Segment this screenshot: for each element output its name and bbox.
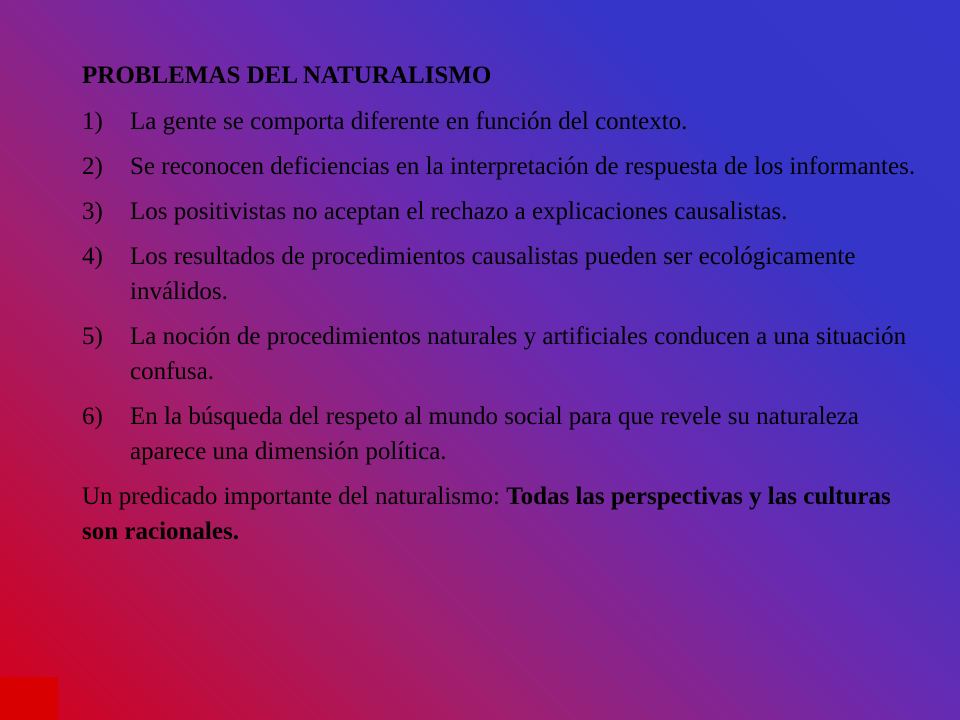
list-item [82,104,922,139]
list-item [82,239,922,309]
list-item-text: Se reconocen deficiencias en la interpretación de respuesta de los informantes. [130,153,916,180]
list-item-number: 4) [82,243,103,270]
list-item [82,149,922,184]
list-item-text: Los positivistas no aceptan el rechazo a explicaciones causalistas. [130,198,788,225]
list-item-number: 6) [82,403,103,430]
list-item-text: Los resultados de procedimientos causalistas pueden ser ecológicamente inválidos. [130,243,856,305]
list-item [82,399,922,469]
list-item-number: 2) [82,153,103,180]
footer-prefix: Un predicado importante del naturalismo: [82,483,507,510]
slide-title: PROBLEMAS DEL NATURALISMO [82,62,492,89]
list-item-number: 5) [82,323,103,350]
corner-block [0,677,58,720]
list-item-text: La noción de procedimientos naturales y artificiales conducen a una situación confusa. [130,323,907,385]
list-item [82,319,922,389]
list-item-number: 3) [82,198,103,225]
list-item-text: En la búsqueda del respeto al mundo social para que revele su naturaleza aparece una dimensión política. [130,403,859,465]
list-item-number: 1) [82,108,103,135]
list-item [82,194,922,229]
footer-statement [82,479,922,549]
footer-emphasis: Todas las perspectivas y las culturas son racionales. [82,483,891,545]
slide-content [82,58,922,549]
list-item-text: La gente se comporta diferente en función del contexto. [130,108,688,135]
